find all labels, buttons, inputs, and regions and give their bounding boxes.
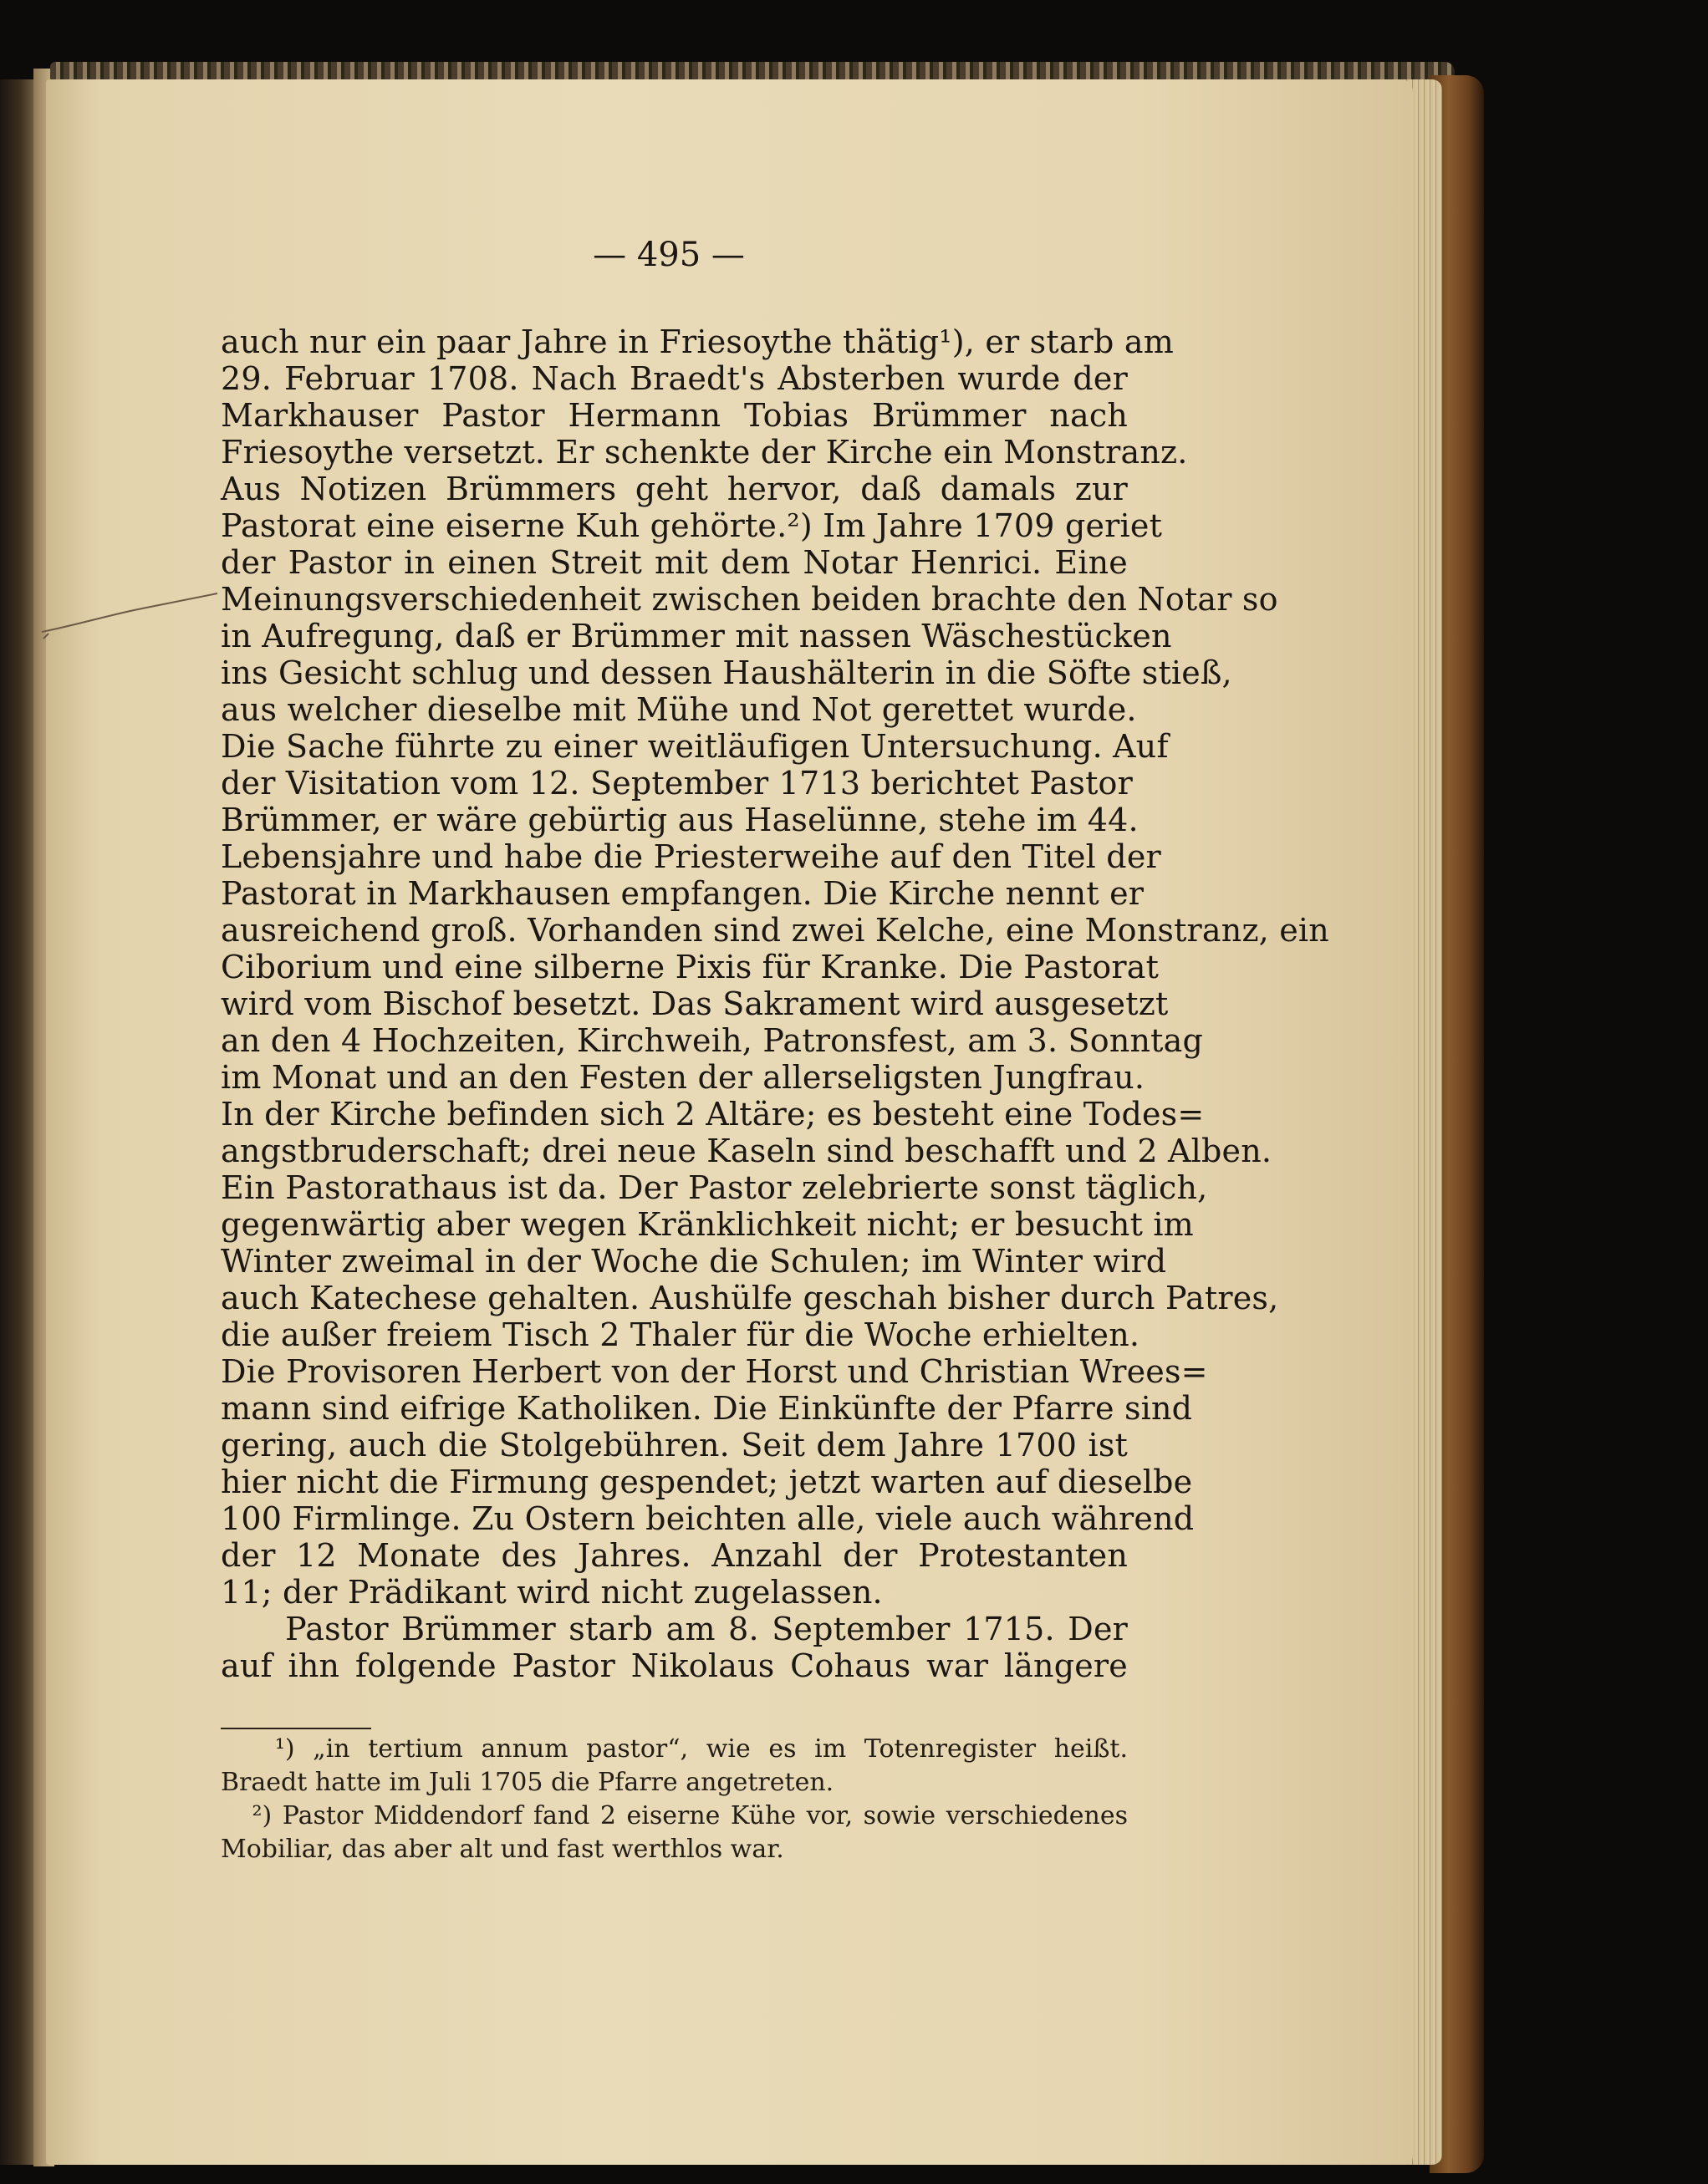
text-line: 29. Februar 1708. Nach Braedt's Absterben wurde der: [221, 360, 1128, 397]
text-line: Pastor Brümmer starb am 8. September 1715. Der: [221, 1611, 1128, 1647]
text-line: Lebensjahre und habe die Priesterweihe auf den Titel der: [221, 838, 1161, 875]
text-line: angstbruderschaft; drei neue Kaseln sind beschafft und 2 Alben.: [221, 1133, 1272, 1169]
text-line: in Aufregung, daß er Brümmer mit nassen Wäschestücken: [221, 618, 1172, 654]
text-line: Winter zweimal in der Woche die Schulen; im Winter wird: [221, 1243, 1167, 1280]
text-line: Markhauser Pastor Hermann Tobias Brümmer nach: [221, 397, 1128, 434]
text-line: Pastorat eine eiserne Kuh gehörte.²) Im Jahre 1709 geriet: [221, 507, 1163, 544]
text-line: 11; der Prädikant wird nicht zugelassen.: [221, 1574, 883, 1611]
text-line: der Visitation vom 12. September 1713 berichtet Pastor: [221, 765, 1133, 802]
text-line: auf ihn folgende Pastor Nikolaus Cohaus war längere: [221, 1647, 1128, 1684]
text-line: gegenwärtig aber wegen Kränklichkeit nicht; er besucht im: [221, 1206, 1194, 1243]
text-line: wird vom Bischof besetzt. Das Sakrament wird ausgesetzt: [221, 985, 1169, 1022]
text-line: Ein Pastorathaus ist da. Der Pastor zelebrierte sonst täglich,: [221, 1169, 1208, 1206]
text-line: hier nicht die Firmung gespendet; jetzt warten auf dieselbe: [221, 1464, 1193, 1500]
footnote-line: Braedt hatte im Juli 1705 die Pfarre angetreten.: [221, 1768, 834, 1797]
text-line: Die Provisoren Herbert von der Horst und Christian Wrees=: [221, 1353, 1208, 1390]
text-line: ins Gesicht schlug und dessen Haushälterin in die Söfte stieß,: [221, 654, 1232, 691]
text-line: 100 Firmlinge. Zu Ostern beichten alle, viele auch während: [221, 1500, 1195, 1537]
footnote-line: Mobiliar, das aber alt und fast werthlos war.: [221, 1835, 784, 1864]
text-line: Ciborium und eine silberne Pixis für Kranke. Die Pastorat: [221, 949, 1160, 985]
text-line: auch Katechese gehalten. Aushülfe geschah bisher durch Patres,: [221, 1280, 1279, 1316]
page-number: — 495 —: [593, 236, 745, 274]
text-line: auch nur ein paar Jahre in Friesoythe thätig¹), er starb am: [221, 323, 1174, 360]
text-line: der 12 Monate des Jahres. Anzahl der Protestanten: [221, 1537, 1128, 1574]
text-line: Pastorat in Markhausen empfangen. Die Kirche nennt er: [221, 875, 1145, 912]
text-line: ausreichend groß. Vorhanden sind zwei Kelche, eine Monstranz, ein: [221, 912, 1329, 949]
text-line: im Monat und an den Festen der allerseligsten Jungfrau.: [221, 1059, 1145, 1096]
paper-crease-mark: [42, 590, 217, 640]
text-line: Brümmer, er wäre gebürtig aus Haselünne, stehe im 44.: [221, 802, 1139, 838]
footnote-line: ²) Pastor Middendorf fand 2 eiserne Kühe vor, sowie verschiedenes: [221, 1801, 1128, 1830]
text-line: In der Kirche befinden sich 2 Altäre; es besteht eine Todes=: [221, 1096, 1205, 1133]
text-line: die außer freiem Tisch 2 Thaler für die Woche erhielten.: [221, 1316, 1140, 1353]
text-line: der Pastor in einen Streit mit dem Notar Henrici. Eine: [221, 544, 1128, 581]
text-line: mann sind eifrige Katholiken. Die Einkünfte der Pfarre sind: [221, 1390, 1193, 1427]
text-line: aus welcher dieselbe mit Mühe und Not gerettet wurde.: [221, 691, 1137, 728]
text-line: an den 4 Hochzeiten, Kirchweih, Patronsfest, am 3. Sonntag: [221, 1022, 1204, 1059]
text-line: Friesoythe versetzt. Er schenkte der Kirche ein Monstranz.: [221, 434, 1188, 471]
footnote-rule: [221, 1728, 371, 1729]
book-spine: [0, 79, 33, 2165]
text-line: Die Sache führte zu einer weitläufigen Untersuchung. Auf: [221, 728, 1169, 765]
text-line: Meinungsverschiedenheit zwischen beiden brachte den Notar so: [221, 581, 1278, 618]
text-line: gering, auch die Stolgebühren. Seit dem Jahre 1700 ist: [221, 1427, 1128, 1464]
text-line: Aus Notizen Brümmers geht hervor, daß damals zur: [221, 471, 1128, 507]
footnote-line: ¹) „in tertium annum pastor“, wie es im Totenregister heißt.: [221, 1734, 1128, 1764]
